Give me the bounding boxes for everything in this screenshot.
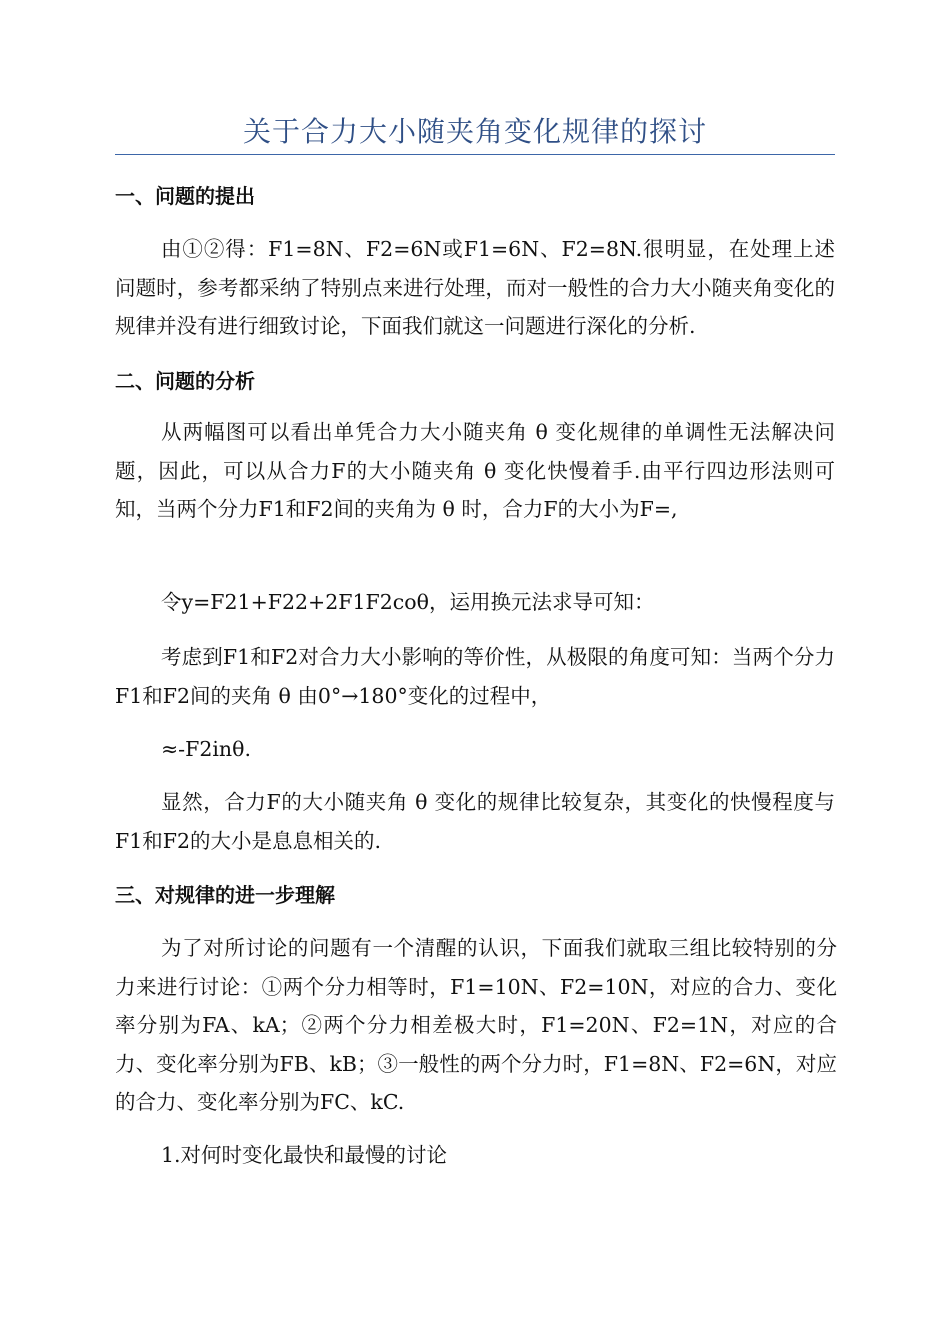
section-heading-1: 一、问题的提出 <box>115 184 255 208</box>
paragraph-3-2: 1.对何时变化最快和最慢的讨论 <box>161 1143 448 1167</box>
paragraph-2-1: 从两幅图可以看出单凭合力大小随夹角 θ 变化规律的单调性无法解决问题，因此，可以从合力F的大小随夹角 θ 变化快慢着手.由平行四边形法则可知，当两个分力F1和F2间的夹角为 θ 时，合力F的大小为F=, <box>115 420 835 521</box>
paragraph-2-3: 考虑到F1和F2对合力大小影响的等价性，从极限的角度可知：当两个分力F1和F2间的夹角 θ 由0°→180°变化的过程中， <box>115 645 835 708</box>
paragraph-1-1: 由①②得：F1=8N、F2=6N或F1=6N、F2=8N.很明显，在处理上述问题时，参考都采纳了特别点来进行处理，而对一般性的合力大小随夹角变化的规律并没有进行细致讨论，下面我们就这一问题进行深化的分析. <box>115 237 835 338</box>
paragraph-2-4: ≈-F2inθ. <box>161 737 251 761</box>
paragraph-2-5: 显然，合力F的大小随夹角 θ 变化的规律比较复杂，其变化的快慢程度与F1和F2的大小是息息相关的. <box>115 790 835 853</box>
document-title: 关于合力大小随夹角变化规律的探讨 <box>242 115 707 148</box>
section-heading-2: 二、问题的分析 <box>115 369 255 393</box>
section-heading-3: 三、对规律的进一步理解 <box>115 883 335 907</box>
title-underline <box>115 154 835 155</box>
paragraph-2-2: 令y=F21+F22+2F1F2coθ，运用换元法求导可知： <box>161 590 655 614</box>
paragraph-3-1: 为了对所讨论的问题有一个清醒的认识，下面我们就取三组比较特别的分力来进行讨论：①两个分力相等时，F1=10N、F2=10N，对应的合力、变化率分别为FA、kA；②两个分力相差极大时，F1=20N、F2=1N，对应的合力、变化率分别为FB、kB；③一般性的两个分力时，F1=8N、F2=6N，对应的合力、变化率分别为FC、kC. <box>115 936 837 1114</box>
